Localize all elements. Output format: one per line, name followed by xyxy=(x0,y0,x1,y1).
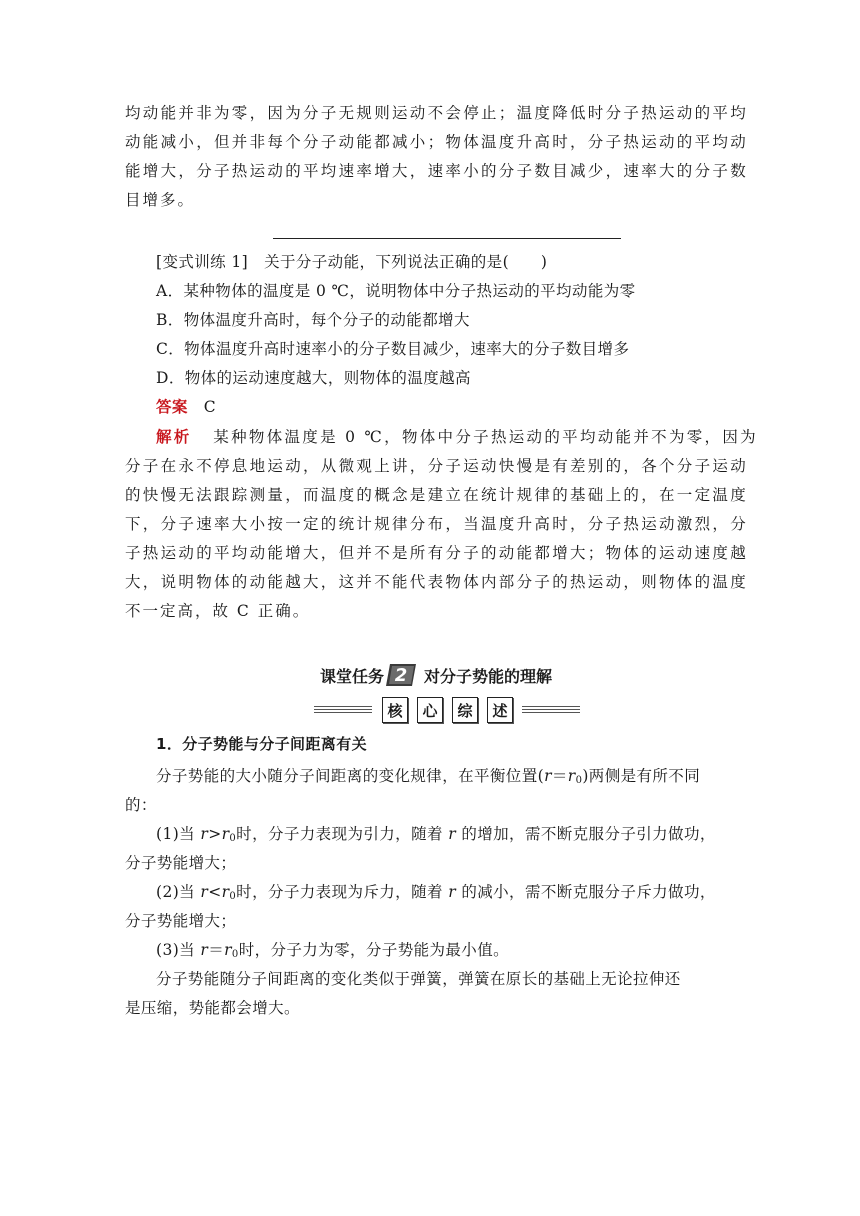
sym-r: r xyxy=(448,883,457,901)
summary-char-3: 综 xyxy=(452,697,478,723)
answer-value: C xyxy=(203,398,217,416)
item2-line-2: 分子势能增大； xyxy=(125,912,237,930)
exercise-question xyxy=(156,249,738,276)
p1-line-2: 的： xyxy=(125,796,157,814)
sym-r: r xyxy=(200,825,209,843)
sym-r0: r xyxy=(224,941,232,959)
analysis-line-2: 分子在永不停息地运动，从微观上讲，分子运动快慢是有差别的，各个分子运动 xyxy=(125,457,749,475)
p1-line-1 xyxy=(156,763,738,794)
analysis-line-3: 的快慢无法跟踪测量，而温度的概念是建立在统计规律的基础上的，在一定温度 xyxy=(125,486,749,504)
sym-r: r xyxy=(544,767,552,785)
number-badge-icon xyxy=(386,662,416,688)
sym-sub-0: 0 xyxy=(229,891,237,902)
core-summary-banner xyxy=(310,697,580,725)
option-a: A．某种物体的温度是 0 ℃，说明物体中分子热运动的平均动能为零 xyxy=(156,282,636,300)
item1-c: 的增加，需不断克服分子引力做功， xyxy=(456,825,716,843)
summary-char-1: 核 xyxy=(382,697,408,723)
p1-text-b: )两侧是有所不同 xyxy=(582,767,701,785)
summary-char-4: 述 xyxy=(487,697,513,723)
p1-text-a: 分子势能的大小随分子间距离的变化规律，在平衡位置( xyxy=(156,767,545,785)
sym-sub-0: 0 xyxy=(575,775,583,786)
item3-b: 时，分子力为零，分子势能为最小值。 xyxy=(238,941,509,959)
sym-r: r xyxy=(200,883,209,901)
p2-line-1: 分子势能随分子间距离的变化类似于弹簧，弹簧在原长的基础上无论拉伸还 xyxy=(156,970,681,988)
item1-line-2: 分子势能增大； xyxy=(125,854,237,872)
intro-line-4: 目增多。 xyxy=(125,191,196,209)
sym-eq: ＝ xyxy=(551,767,568,785)
sym-r: r xyxy=(448,825,457,843)
intro-line-3: 能增大，分子热运动的平均速率增大，速率小的分子数目减少，速率大的分子数 xyxy=(125,162,749,180)
sym-sub-0: 0 xyxy=(229,833,237,844)
item1-line-1 xyxy=(156,821,738,852)
intro-line-2: 动能减小，但并非每个分子动能都减小；物体温度升高时，分子热运动的平均动 xyxy=(125,133,749,151)
option-d: D．物体的运动速度越大，则物体的温度越高 xyxy=(156,369,471,387)
sym-r0: r xyxy=(221,825,230,843)
analysis-text-1: 某种物体温度是 0 ℃，物体中分子热运动的平均动能并不为零，因为 xyxy=(213,428,758,446)
banner-hatch-right xyxy=(522,706,580,715)
item3-a: (3)当 xyxy=(156,941,201,959)
section-heading: 1．分子势能与分子间距离有关 xyxy=(156,735,368,753)
sym-gt: > xyxy=(208,825,222,843)
banner-hatch-left xyxy=(314,706,372,715)
analysis-line-1 xyxy=(156,424,758,451)
item2-c: 的减小，需不断克服分子斥力做功， xyxy=(456,883,716,901)
summary-box-row xyxy=(382,697,513,723)
intro-line-1: 均动能并非为零，因为分子无规则运动不会停止；温度降低时分子热运动的平均 xyxy=(125,104,749,122)
sym-sub-0: 0 xyxy=(231,949,239,960)
task-prefix: 课堂任务 xyxy=(320,666,385,686)
task-number: 2 xyxy=(394,665,408,686)
exercise-question-text: 关于分子动能，下列说法正确的是( ) xyxy=(264,253,548,271)
item2-line-1 xyxy=(156,879,738,910)
analysis-line-5: 子热运动的平均动能增大，但并不是所有分子的动能都增大；物体的运动速度越 xyxy=(125,544,749,562)
summary-char-2: 心 xyxy=(417,697,443,723)
option-c: C．物体温度升高时速率小的分子数目减少，速率大的分子数目增多 xyxy=(156,340,630,358)
item1-a: (1)当 xyxy=(156,825,201,843)
sym-r0: r xyxy=(567,767,576,785)
analysis-label: 解析 xyxy=(156,428,192,446)
answer-line xyxy=(156,394,738,421)
analysis-line-6: 大，说明物体的动能越大，这并不能代表物体内部分子的热运动，则物体的温度 xyxy=(125,573,749,591)
analysis-line-4: 下，分子速率大小按一定的统计规律分布，当温度升高时，分子热运动激烈，分 xyxy=(125,515,749,533)
task-heading xyxy=(320,658,552,692)
sym-r0: r xyxy=(221,883,230,901)
analysis-line-7: 不一定高，故 C 正确。 xyxy=(125,602,311,620)
item2-a: (2)当 xyxy=(156,883,201,901)
task-title: 对分子势能的理解 xyxy=(424,666,553,686)
answer-label: 答案 xyxy=(156,398,188,416)
sym-r: r xyxy=(200,941,209,959)
task-number-badge xyxy=(386,662,416,688)
item2-b: 时，分子力表现为斥力，随着 xyxy=(236,883,449,901)
exercise-label: [变式训练 1] xyxy=(156,253,249,271)
divider-rule xyxy=(273,238,621,239)
item1-b: 时，分子力表现为引力，随着 xyxy=(236,825,449,843)
option-b: B．物体温度升高时，每个分子的动能都增大 xyxy=(156,311,470,329)
p2-line-2: 是压缩，势能都会增大。 xyxy=(125,999,300,1017)
sym-eq: ＝ xyxy=(208,941,225,959)
item3-line xyxy=(156,937,738,968)
sym-lt: < xyxy=(208,883,222,901)
